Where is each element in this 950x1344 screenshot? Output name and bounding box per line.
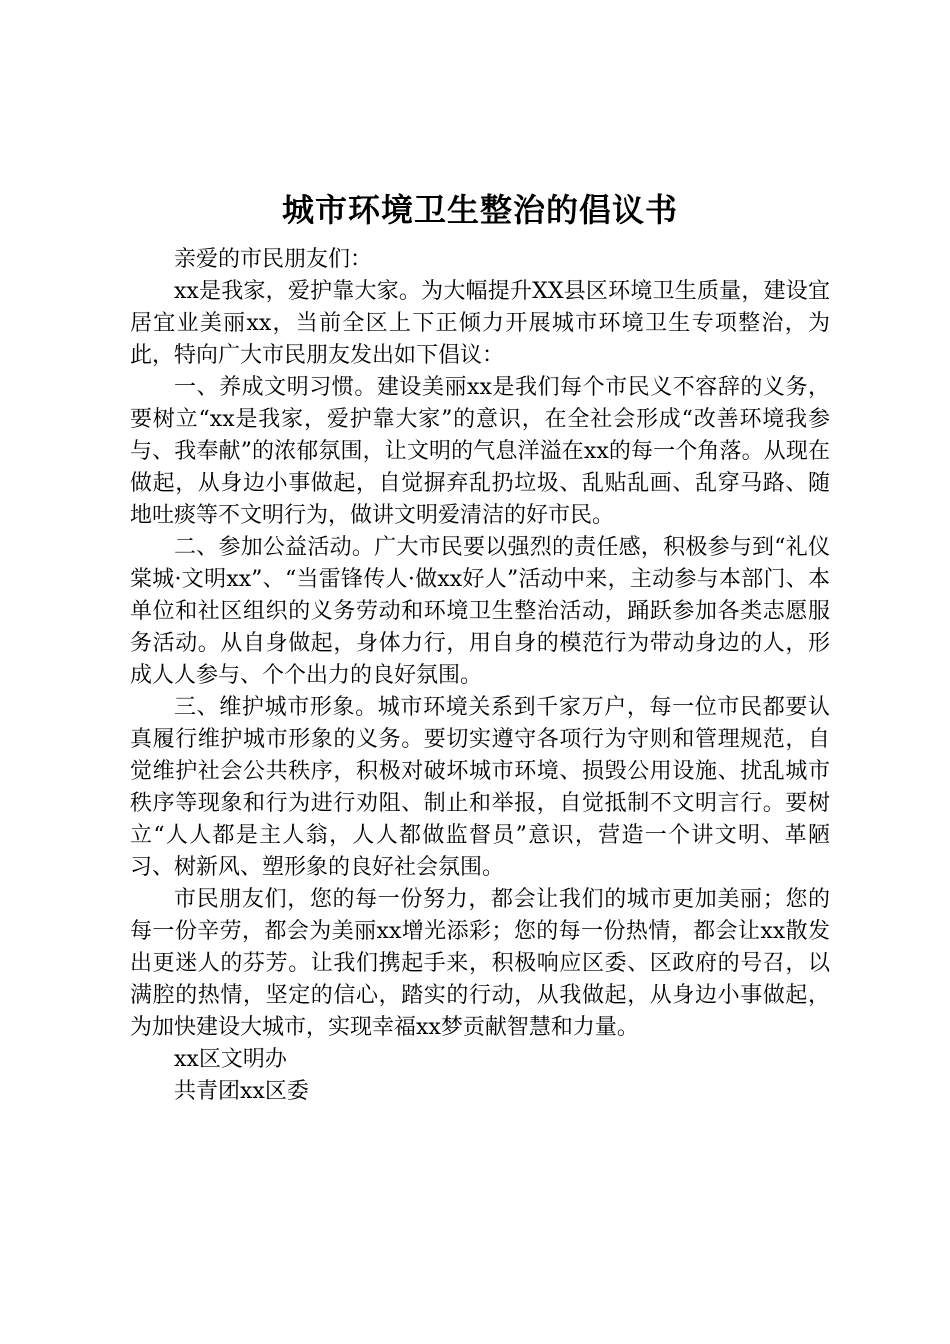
paragraph-closing: 市民朋友们，您的每一份努力，都会让我们的城市更加美丽；您的每一份辛劳，都会为美丽xx增光添彩；您的每一份热情，都会让xx散发出更迷人的芬芳。让我们携起手来，积极响应区委、区政府的号召，以满腔的热情，坚定的信心，踏实的行动，从我做起，从身边小事做起，为加快建设大城市，实现幸福xx梦贡献智慧和力量。: [130, 887, 830, 1040]
paragraph-proposal-1: 一、养成文明习惯。建设美丽xx是我们每个市民义不容辞的义务，要树立“xx是我家，爱护靠大家”的意识，在全社会形成“改善环境我参与、我奉献”的浓郁氛围，让文明的气息洋溢在xx的每一个角落。从现在做起，从身边小事做起，自觉摒弃乱扔垃圾、乱贴乱画、乱穿马路、随地吐痰等不文明行为，做讲文明爱清洁的好市民。: [130, 375, 830, 528]
signature-youth-league: 共青团xx区委: [174, 1079, 309, 1104]
paragraph-proposal-3: 三、维护城市形象。城市环境关系到千家万户，每一位市民都要认真履行维护城市形象的义务。要切实遵守各项行为守则和管理规范，自觉维护社会公共秩序，积极对破坏城市环境、损毁公用设施、扰乱城市秩序等现象和行为进行劝阻、制止和举报，自觉抵制不文明言行。要树立“人人都是主人翁，人人都做监督员”意识，营造一个讲文明、革陋习、树新风、塑形象的良好社会氛围。: [130, 695, 830, 880]
greeting: 亲爱的市民朋友们：: [174, 247, 373, 272]
signature-civilization-office: xx区文明办: [174, 1047, 287, 1072]
document-title: 城市环境卫生整治的倡议书: [281, 191, 678, 229]
document-body: [130, 180, 830, 1108]
paragraph-intro: xx是我家，爱护靠大家。为大幅提升XX县区环境卫生质量，建设宜居宜业美丽xx，当前全区上下正倾力开展城市环境卫生专项整治，为此，特向广大市民朋友发出如下倡议：: [130, 279, 830, 368]
paragraph-proposal-2: 二、参加公益活动。广大市民要以强烈的责任感，积极参与到“礼仪棠城·文明xx”、“当雷锋传人·做xx好人”活动中来，主动参与本部门、本单位和社区组织的义务劳动和环境卫生整治活动，踊跃参加各类志愿服务活动。从自身做起，身体力行，用自身的模范行为带动身边的人，形成人人参与、个个出力的良好氛围。: [130, 535, 830, 688]
